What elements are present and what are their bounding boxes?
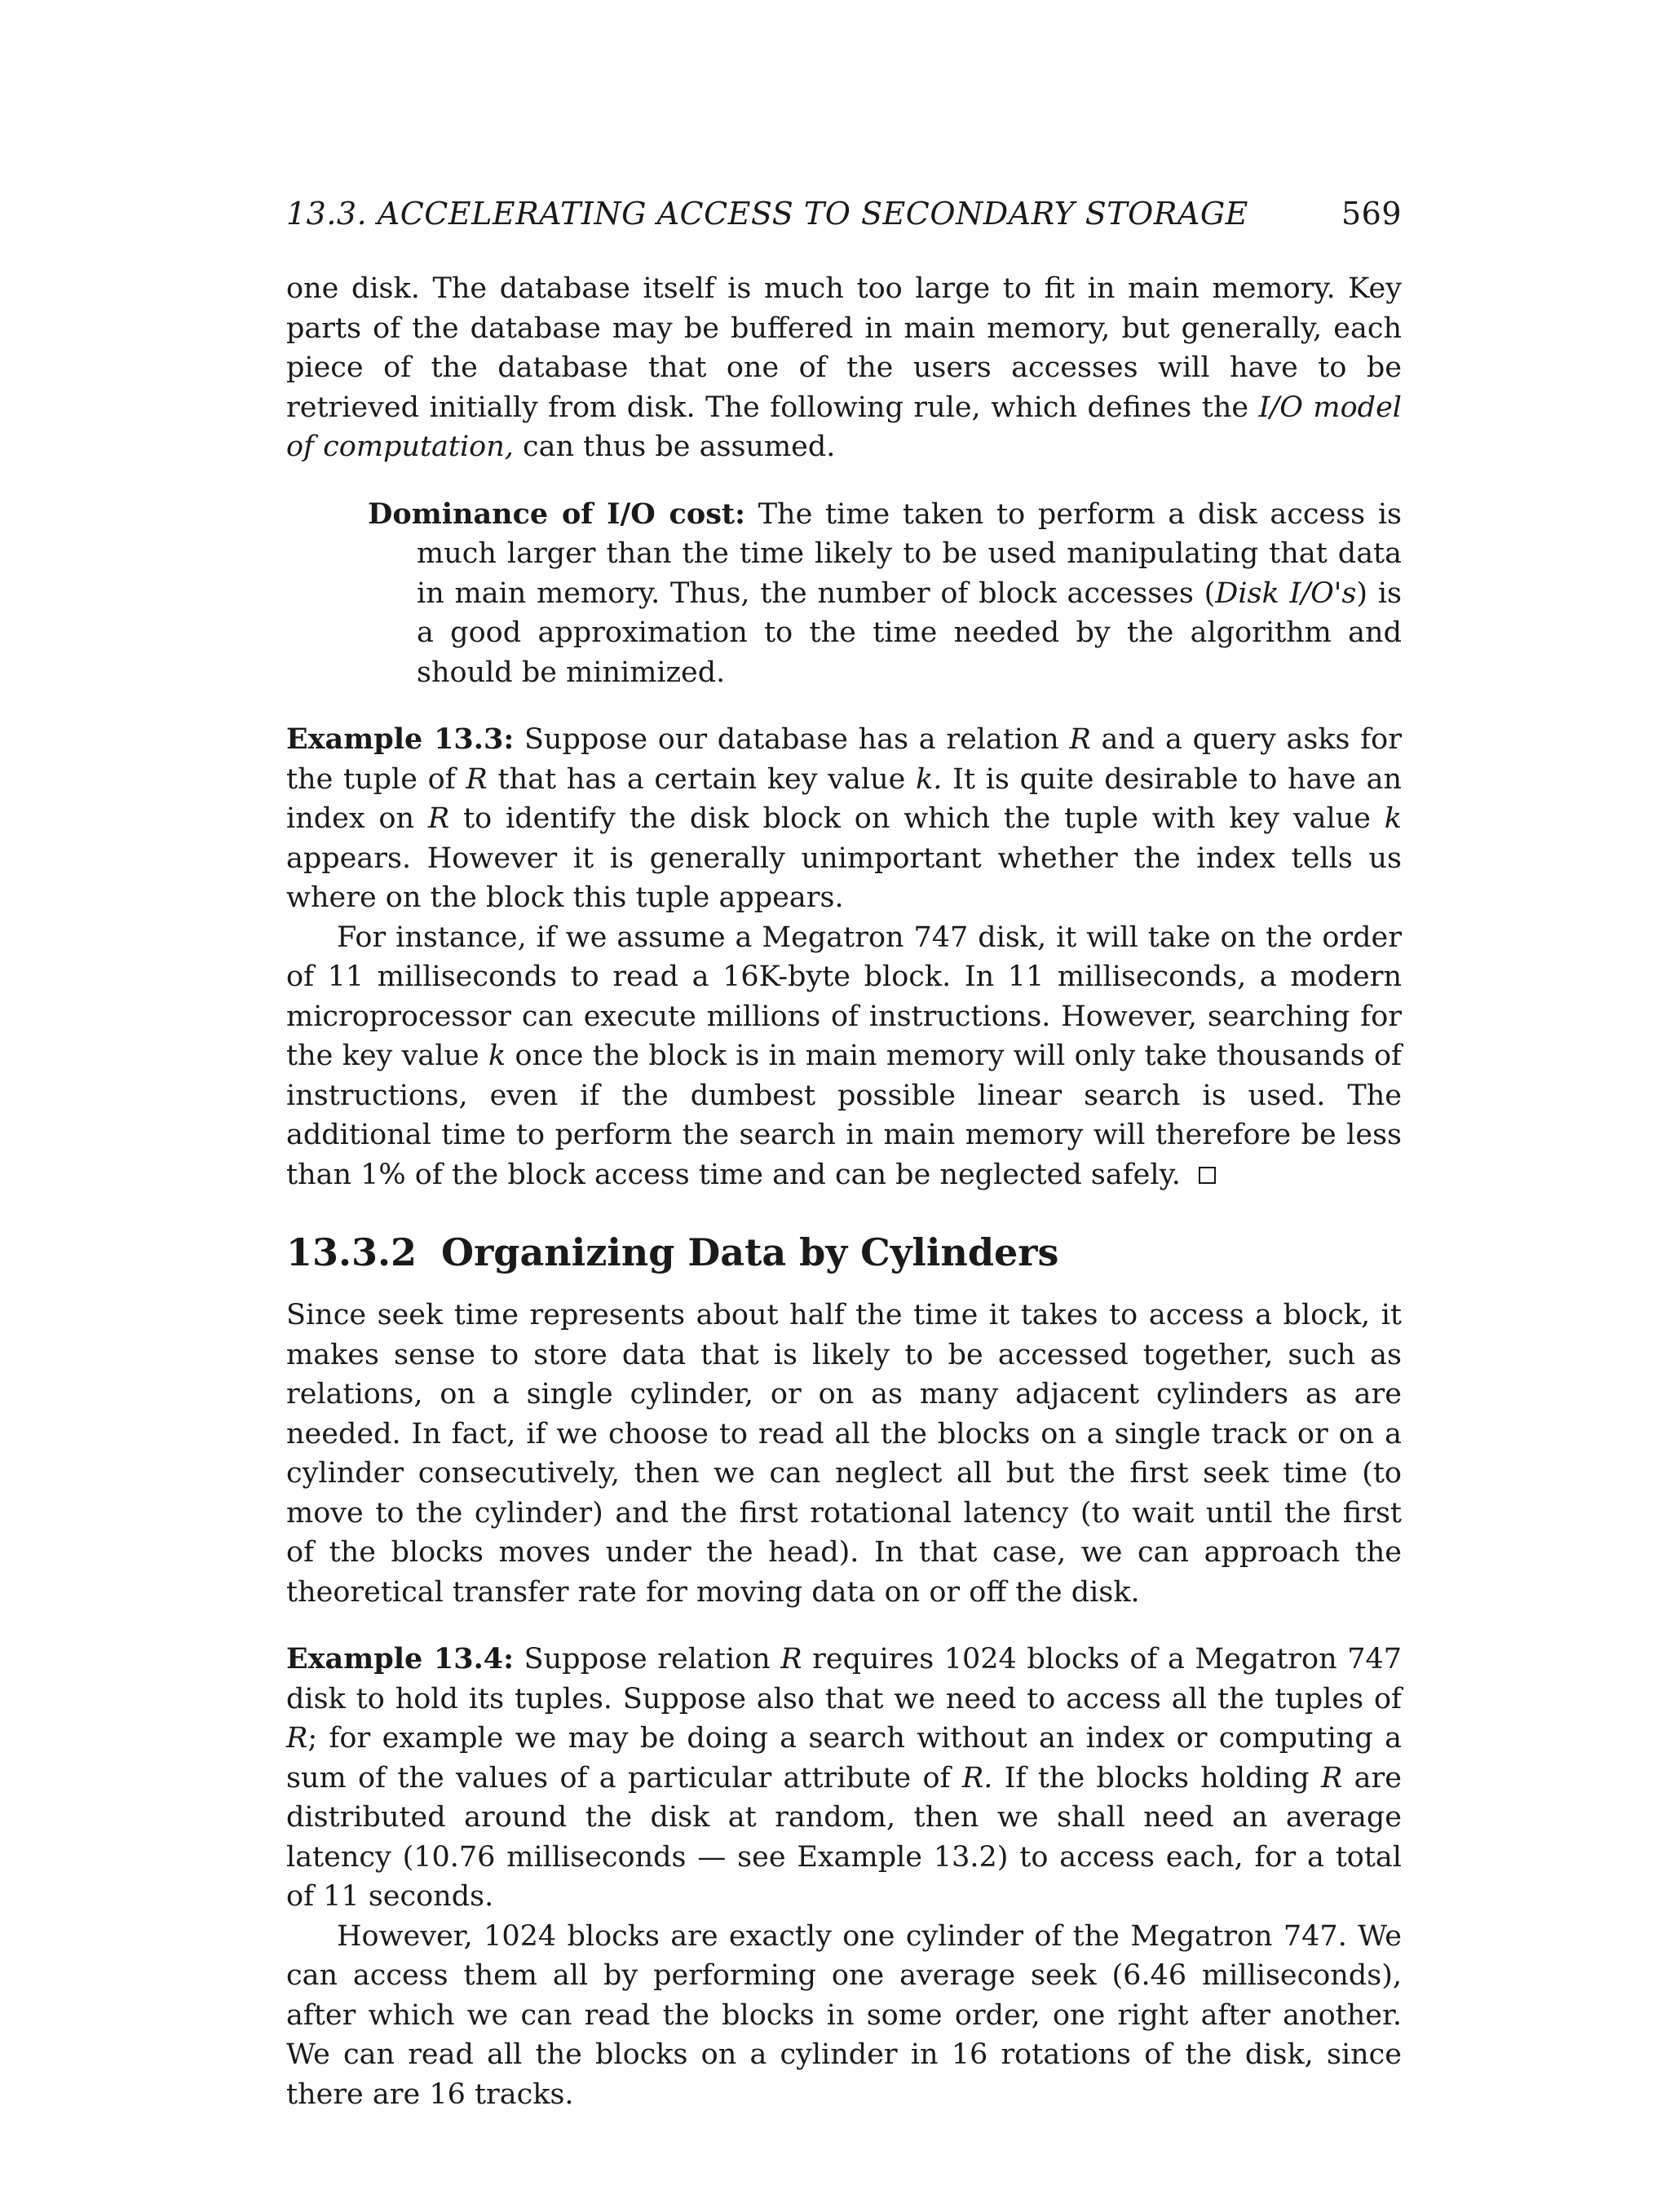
rule-term: Dominance of I/O cost: xyxy=(368,497,745,531)
example-13-4-continuation: However, 1024 blocks are exactly one cylinder of the Megatron 747. We can access them all by performing one average seek (6.46 milliseconds), after which we can read the blocks in some order, one right after another. We can read all the blocks on a cylinder in 16 rotations of the disk, since there are 16 tracks. xyxy=(286,1919,1402,2111)
intro-paragraph: one disk. The database itself is much too large to fit in main memory. Key parts of the database may be buffered in main memory, but generally, each piece of the database that one of the users accesses will have to be retrieved initially from disk. The following rule, which defines the I/O model of computation, can thus be assumed. xyxy=(286,272,1402,463)
section-heading-13-3-2 xyxy=(286,1230,1402,1274)
running-header xyxy=(286,196,1402,232)
example-13-4-label: Example 13.4: xyxy=(286,1642,515,1676)
section-number: 13.3.2 xyxy=(286,1230,418,1274)
cylinders-paragraph: Since seek time represents about half the time it takes to access a block, it makes sense to store data that is likely to be accessed together, such as relations, on a single cylinder, or on as many adjacent cylinders as are needed. In fact, if we choose to read all the blocks on a single track or on a cylinder consecutively, then we can neglect all but the first seek time (to move to the cylinder) and the first rotational latency (to wait until the first of the blocks moves under the head). In that case, we can approach the theoretical transfer rate for moving data on or off the disk. xyxy=(286,1299,1402,1609)
page-number: 569 xyxy=(1341,196,1402,232)
example-13-3-paragraph: Example 13.3: Suppose our database has a relation R and a query asks for the tuple of R that has a certain key value k. It is quite desirable to have an index on R to identify the disk block on which the tuple with key value k appears. However it is generally unimportant whether the index tells us where on the block this tuple appears. xyxy=(286,722,1403,914)
section-running-title: 13.3. ACCELERATING ACCESS TO SECONDARY STORAGE xyxy=(286,196,1248,232)
disk-ios-term: Disk I/O's xyxy=(1215,576,1357,610)
io-model-term: I/O model of computation, xyxy=(286,391,1402,463)
example-13-3-continuation: For instance, if we assume a Megatron 747 disk, it will take on the order of 11 milliseconds to read a 16K-byte block. In 11 milliseconds, a modern microprocessor can execute millions of instructions. However, searching for the key value k once the block is in main memory will only take thousands of instructions, even if the dumbest possible linear search is used. The additional time to perform the search in main memory will therefore be less than 1% of the block access time and can be neglected safely. xyxy=(286,921,1402,1191)
end-of-example-icon xyxy=(1199,1167,1216,1184)
example-13-4-paragraph: Example 13.4: Suppose relation R requires 1024 blocks of a Megatron 747 disk to hold its tuples. Suppose also that we need to access all the tuples of R; for example we may be doing a search without an index or computing a sum of the values of a particular attribute of R. If the blocks holding R are distributed around the disk at random, then we shall need an average latency (10.76 milliseconds — see Example 13.2) to access each, for a total of 11 seconds. xyxy=(286,1642,1403,1913)
book-page xyxy=(286,196,1402,2114)
dominance-of-io-cost-rule: Dominance of I/O cost: The time taken to perform a disk access is much larger than the time likely to be used manipulating that data in main memory. Thus, the number of block accesses (Disk I/O's) is a good approximation to the time needed by the algorithm and should be minimized. xyxy=(368,497,1403,689)
example-13-3-label: Example 13.3: xyxy=(286,722,515,756)
section-title: Organizing Data by Cylinders xyxy=(441,1230,1059,1274)
